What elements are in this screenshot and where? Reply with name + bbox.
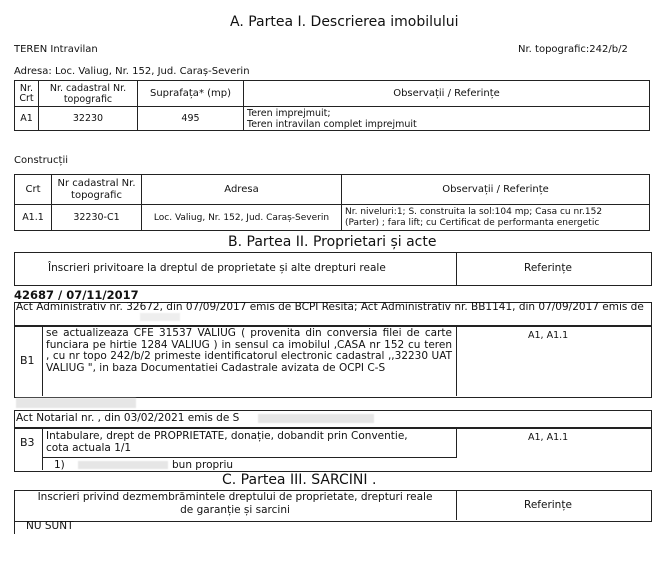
address-value: Loc. Valiug, Nr. 152, Jud. Caraș-Severin — [54, 66, 250, 77]
section-a-title: A. Partea I. Descrierea imobilului — [230, 14, 459, 30]
land-col-obs: Observații / Referințe — [244, 81, 650, 107]
b3-divider-right — [456, 428, 457, 458]
land-row-area: 495 — [138, 107, 244, 131]
b1-text: se actualizeaza CFE 31537 VALIUG ( provenita din conversia filei de carte funciara pe hirtie 1284 VALIUG ) in sensul ca imobilul ,CASA nr 152 cu teren , cu nr topo 242/b/2 primeste identificatorul electronic cadastral ,,32230 UAT VALIUG ", in baza Documentatiei Cadastrale avizata de OCPI C-S — [46, 327, 452, 374]
b3-divider-left — [42, 428, 43, 470]
land-col-crt: Nr. Crt — [15, 81, 39, 107]
entry1-id: 42687 / 07/11/2017 — [14, 288, 139, 302]
cons-row-cadastral: 32230-C1 — [52, 205, 142, 231]
cons-row-address: Loc. Valiug, Nr. 152, Jud. Caraș-Severin — [142, 205, 342, 231]
constructions-label: Construcții — [14, 155, 68, 166]
b3-owner-divider — [42, 457, 457, 458]
topo-number: Nr. topografic:242/b/2 — [518, 44, 628, 55]
section-c-header-right: Referințe — [524, 499, 572, 511]
property-type-label: TEREN — [14, 44, 48, 55]
section-b-header-right: Referințe — [524, 262, 572, 274]
cons-row-obs — [342, 205, 650, 231]
cons-col-crt: Crt — [15, 175, 52, 205]
land-row-cadastral: 32230 — [39, 107, 138, 131]
cons-obs-line1: Nr. niveluri:1; S. construita la sol:104 mp; Casa cu nr.152 — [345, 206, 603, 217]
section-c-header-divider — [456, 490, 457, 520]
b3-label: B3 — [20, 436, 35, 449]
redacted-owner — [78, 461, 168, 469]
b1-label: B1 — [20, 354, 35, 367]
land-table — [14, 80, 650, 131]
section-c-value: NU SUNT — [26, 520, 74, 532]
address-line — [14, 66, 250, 77]
b1-divider-left — [42, 326, 43, 396]
redacted-notary — [258, 414, 374, 423]
section-c-left-border — [14, 520, 15, 534]
cons-col-cadastral: Nr cadastral Nr. topografic — [52, 175, 142, 205]
address-label: Adresa: — [14, 66, 52, 77]
redacted-row — [16, 398, 136, 408]
cons-col-address: Adresa — [142, 175, 342, 205]
section-c-header-left — [16, 491, 454, 517]
b1-divider-right — [456, 326, 457, 396]
property-kind: Intravilan — [50, 44, 98, 55]
section-c-header-line2: de garanție și sarcini — [180, 504, 290, 516]
cons-obs-line2: (Parter) ; fara lift; cu Certificat de performanta energetic — [345, 217, 600, 228]
b3-text — [46, 430, 452, 454]
section-c-header-line1: Inscrieri privind dezmembrămintele dreptului de proprietate, drepturi reale — [37, 491, 433, 503]
b3-owner-number: 1) — [54, 459, 65, 471]
b3-refs: A1, A1.1 — [528, 432, 569, 443]
land-col-cadastral: Nr. cadastral Nr. topografic — [39, 81, 138, 107]
section-b-header-left: Înscrieri privitoare la dreptul de proprietate și alte drepturi reale — [48, 262, 386, 274]
cons-row-crt: A1.1 — [15, 205, 52, 231]
land-row-obs — [244, 107, 650, 131]
cons-col-obs: Observații / Referințe — [342, 175, 650, 205]
constructions-table — [14, 174, 650, 231]
b3-line2: cota actuala 1/1 — [46, 442, 132, 454]
section-c-title: C. Partea III. SARCINI . — [222, 472, 377, 488]
redacted-block — [140, 313, 180, 321]
b1-refs: A1, A1.1 — [528, 330, 569, 341]
property-type — [14, 44, 98, 55]
entry2-act: Act Notarial nr. , din 03/02/2021 emis de S — [16, 412, 240, 424]
land-obs-line2: Teren intravilan complet imprejmuit — [247, 118, 417, 130]
b3-owner-tail: bun propriu — [172, 459, 234, 471]
land-col-area: Suprafața* (mp) — [138, 81, 244, 107]
section-b-header-divider — [456, 252, 457, 286]
b3-line1: Intabulare, drept de PROPRIETATE, donație, dobandit prin Conventie, — [46, 430, 408, 442]
land-obs-line1: Teren imprejmuit; — [247, 107, 331, 119]
entry1-act: Act Administrativ nr. 32672, din 07/09/2017 emis de BCPI Resita; Act Administrativ nr. BB1141, din 07/09/2017 emis de — [16, 301, 644, 313]
section-b-title: B. Partea II. Proprietari și acte — [228, 234, 437, 250]
land-row-crt: A1 — [15, 107, 39, 131]
